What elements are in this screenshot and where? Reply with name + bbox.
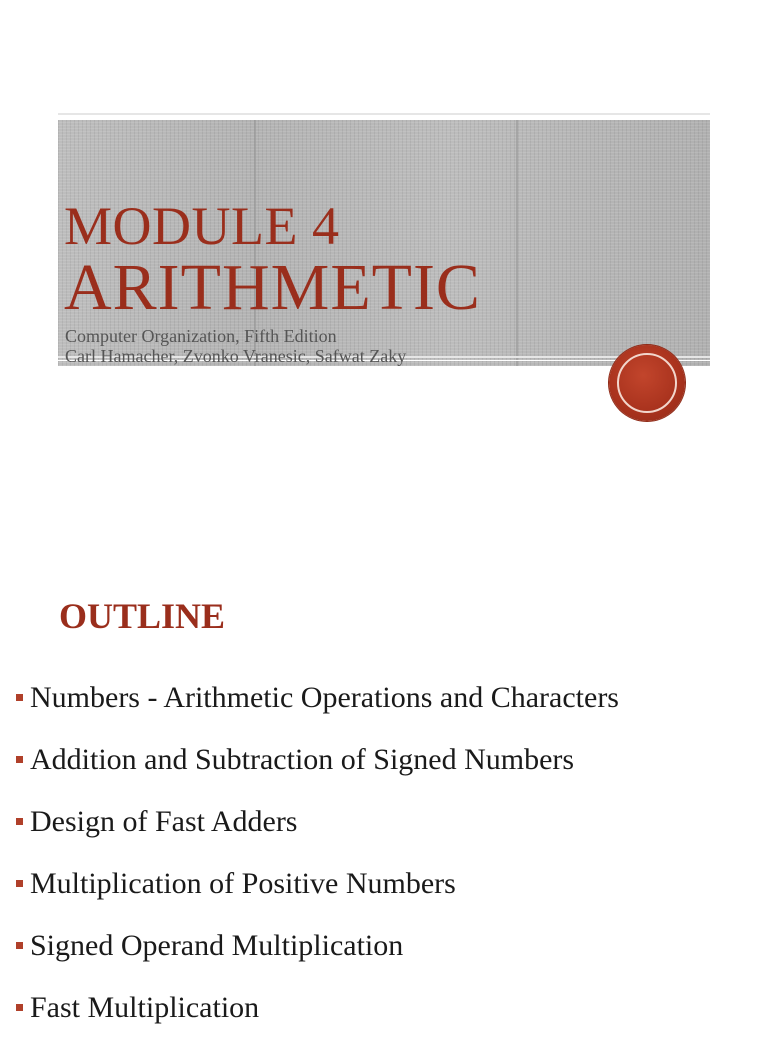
square-bullet-icon: [16, 942, 23, 949]
outline-item: [16, 866, 619, 928]
outline-item: [16, 990, 619, 1052]
subtitle-authors: Carl Hamacher, Zvonko Vranesic, Safwat Zaky: [65, 346, 407, 366]
outline-item: [16, 804, 619, 866]
outline-item-label: Design of Fast Adders: [30, 805, 298, 838]
square-bullet-icon: [16, 1004, 23, 1011]
square-bullet-icon: [16, 818, 23, 825]
outline-item-label: Numbers - Arithmetic Operations and Characters: [30, 681, 619, 714]
banner-top-rule-inner: [58, 118, 710, 119]
outline-item: [16, 928, 619, 990]
banner-panel-divider: [516, 120, 518, 366]
outline-item: [16, 680, 619, 742]
subtitle-book: Computer Organization, Fifth Edition: [65, 326, 337, 346]
outline-item-label: Multiplication of Positive Numbers: [30, 867, 456, 900]
decorative-medallion-icon: [609, 345, 685, 421]
outline-item-label: Signed Operand Multiplication: [30, 929, 404, 962]
slide-title-module: MODULE 4: [64, 196, 340, 256]
square-bullet-icon: [16, 694, 23, 701]
outline-heading: OUTLINE: [59, 596, 226, 636]
slide-title-topic: ARITHMETIC: [64, 251, 481, 324]
outline-item-label: Fast Multiplication: [30, 991, 260, 1024]
title-slide: [0, 0, 768, 512]
square-bullet-icon: [16, 880, 23, 887]
outline-list: [16, 680, 619, 1052]
outline-slide: [0, 512, 768, 1024]
outline-item: [16, 742, 619, 804]
banner-top-rule: [58, 113, 710, 115]
outline-item-label: Addition and Subtraction of Signed Numbers: [30, 743, 575, 776]
square-bullet-icon: [16, 756, 23, 763]
medallion-ring: [617, 353, 677, 413]
